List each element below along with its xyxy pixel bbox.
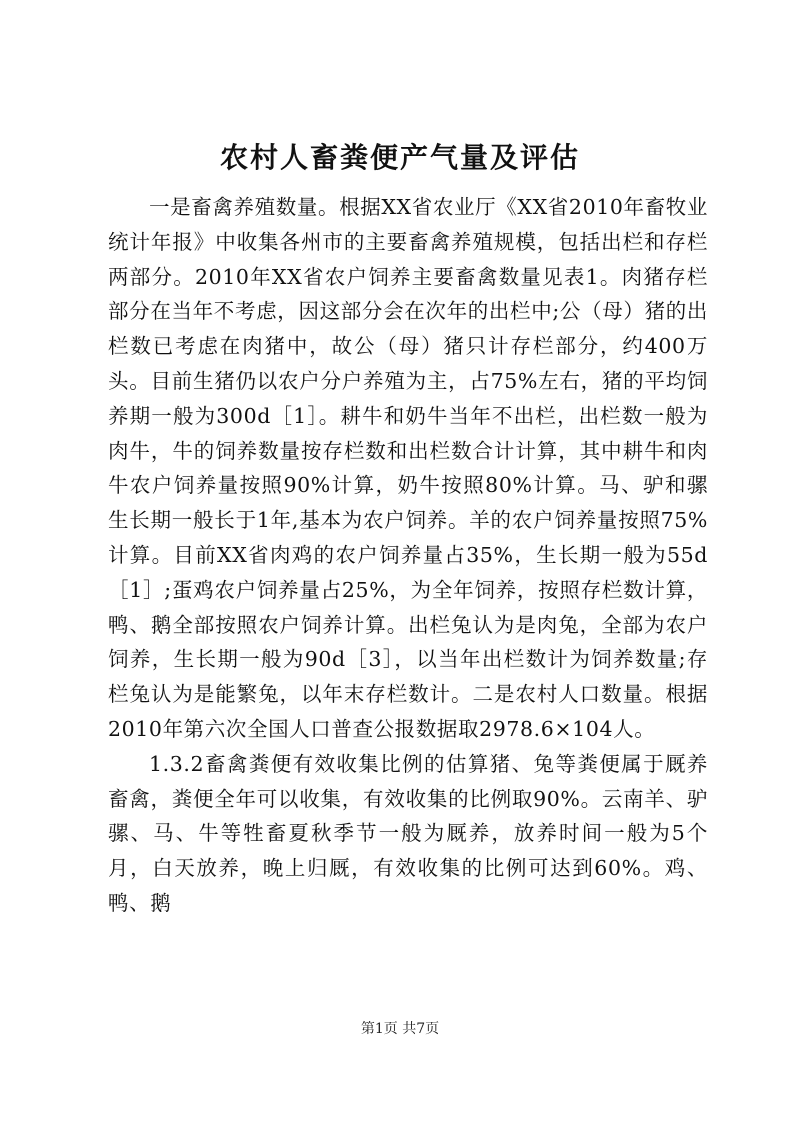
paragraph-2: 1.3.2畜禽粪便有效收集比例的估算猪、兔等粪便属于厩养畜禽，粪便全年可以收集，有效收集的比例取90%。云南羊、驴骡、马、牛等牲畜夏秋季节一般为厩养，放养时间一般为5个月，白天放养，晚上归厩，有效收集的比例可达到60%。鸡、鸭、鹅 [108, 751, 708, 915]
document-title: 农村人畜粪便产气量及评估 [219, 141, 580, 174]
paragraph-1: 一是畜禽养殖数量。根据XX省农业厅《XX省2010年畜牧业统计年报》中收集各州市的主要畜禽养殖规模，包括出栏和存栏两部分。2010年XX省农户饲养主要畜禽数量见表1。肉猪存栏部分在当年不考虑，因这部分会在次年的出栏中;公（母）猪的出栏数已考虑在肉猪中，故公（母）猪只计存栏部分，约400万头。目前生猪仍以农户分户养殖为主，占75%左右，猪的平均饲养期一般为300d［1］。耕牛和奶牛当年不出栏，出栏数一般为肉牛，牛的饲养数量按存栏数和出栏数合计计算，其中耕牛和肉牛农户饲养量按照90%计算，奶牛按照80%计算。马、驴和骡生长期一般长于1年,基本为农户饲养。羊的农户饲养量按照75%计算。目前XX省肉鸡的农户饲养量占35%，生长期一般为55d［1］;蛋鸡农户饲养量占25%，为全年饲养，按照存栏数计算，鸭、鹅全部按照农户饲养计算。出栏兔认为是肉兔，全部为农户饲养，生长期一般为90d［3］，以当年出栏数计为饲养数量;存栏兔认为是能繁兔，以年末存栏数计。二是农村人口数量。根据2010年第六次全国人口普查公报数据取2978.6×104人。 [108, 195, 708, 741]
document-body [108, 190, 708, 921]
page-number: 第1页 共7页 [360, 1021, 440, 1037]
